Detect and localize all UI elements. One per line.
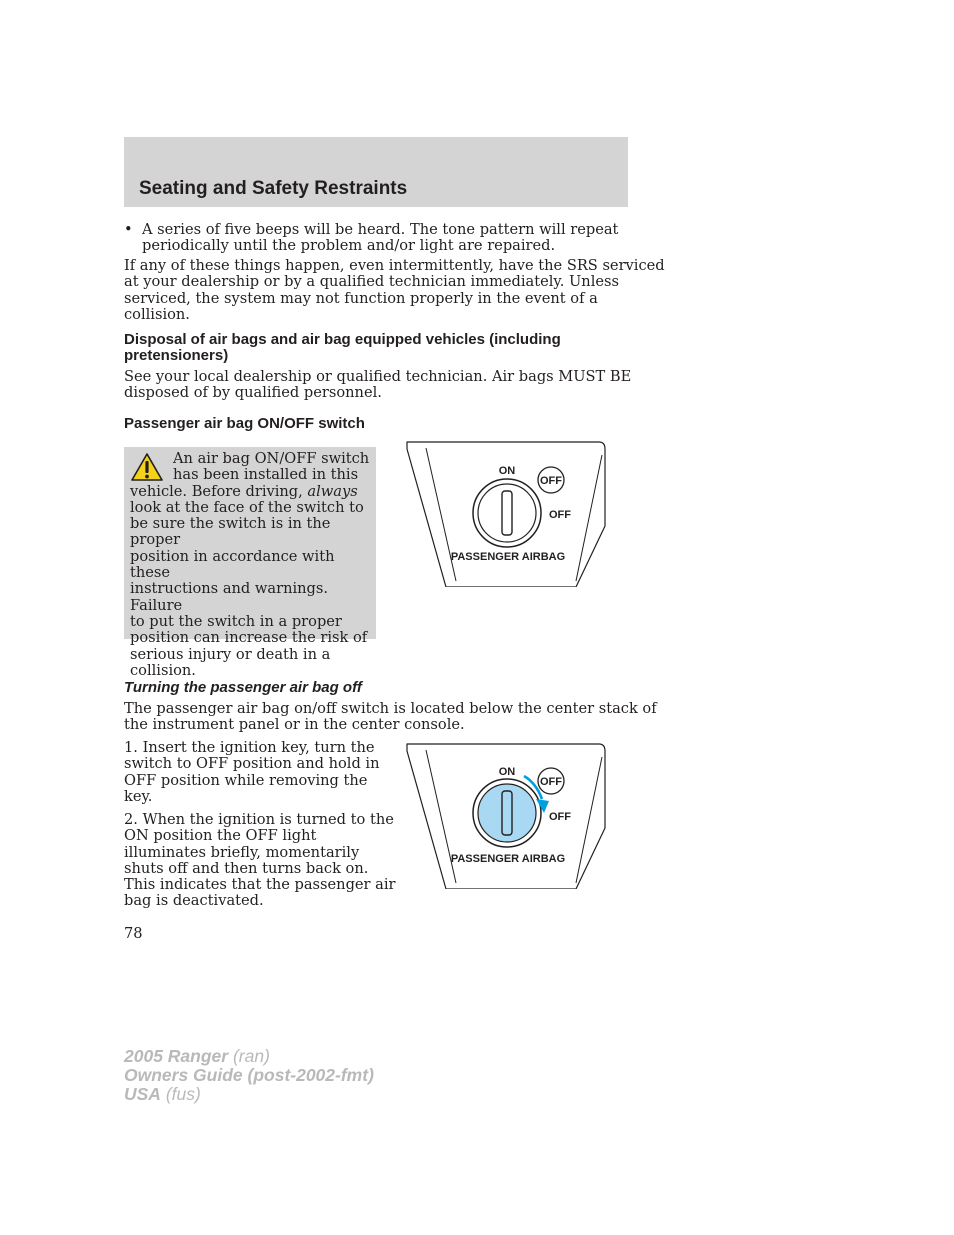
step-line: 1. Insert the ignition key, turn the xyxy=(124,739,375,756)
label-passenger-airbag: PASSENGER AIRBAG xyxy=(450,551,566,563)
footer-region-code: (fus) xyxy=(160,1084,201,1104)
step-line: switch to OFF position and hold in xyxy=(124,755,380,773)
paragraph-line: The passenger air bag on/off switch is located below the center stack of xyxy=(124,700,657,717)
bullet-line: periodically until the problem and/or light are repaired. xyxy=(142,237,556,255)
step-line: OFF position while removing the xyxy=(124,771,368,789)
turning-off-heading: Turning the passenger air bag off xyxy=(124,679,362,696)
bullet-text xyxy=(142,222,618,255)
label-off-lamp: OFF xyxy=(540,475,562,487)
paragraph-line: serviced, the system may not function properly in the event of a xyxy=(124,289,598,307)
footer-model: 2005 Ranger xyxy=(124,1046,229,1066)
paragraph-line: collision. xyxy=(124,305,190,323)
warning-line: has been installed in this xyxy=(173,466,359,484)
warning-emphasis: always xyxy=(307,482,358,500)
footer-model-code: (ran) xyxy=(228,1046,270,1066)
paragraph-line: See your local dealership or qualified technician. Air bags MUST BE xyxy=(124,368,632,385)
warning-line: collision. xyxy=(130,661,196,679)
label-off-lamp: OFF xyxy=(540,776,562,788)
footer-line-1 xyxy=(124,1047,374,1066)
warning-line: to put the switch in a proper xyxy=(130,612,342,630)
airbag-switch-figure-off xyxy=(406,743,606,889)
bullet-marker: • xyxy=(124,221,133,238)
page-number: 78 xyxy=(124,925,143,942)
paragraph-line: disposed of by qualified personnel. xyxy=(124,384,382,402)
step-line: ON position the OFF light xyxy=(124,827,317,845)
step-line: 2. When the ignition is turned to the xyxy=(124,811,394,828)
warning-line: serious injury or death in a xyxy=(130,645,331,663)
paragraph-line: the instrument panel or in the center console. xyxy=(124,716,465,734)
srs-service-paragraph xyxy=(124,258,665,323)
warning-line xyxy=(130,484,372,500)
disposal-text xyxy=(124,369,631,402)
airbag-switch-figure-on xyxy=(406,441,606,587)
paragraph-line: at your dealership or by a qualified technician immediately. Unless xyxy=(124,273,619,291)
warning-line: instructions and warnings. Failure xyxy=(130,580,328,614)
turning-off-text xyxy=(124,701,657,734)
bullet-line: A series of five beeps will be heard. The tone pattern will repeat xyxy=(142,221,619,238)
paragraph-line: If any of these things happen, even intermittently, have the SRS serviced xyxy=(124,257,665,274)
label-off: OFF xyxy=(549,811,571,823)
label-on: ON xyxy=(498,465,516,477)
label-on: ON xyxy=(498,766,516,778)
step-line: bag is deactivated. xyxy=(124,892,264,910)
footer-region: USA xyxy=(124,1084,161,1104)
section-title: Seating and Safety Restraints xyxy=(139,178,408,199)
warning-line-part: vehicle. Before driving, xyxy=(130,482,308,500)
label-passenger-airbag: PASSENGER AIRBAG xyxy=(450,853,566,865)
heading-line: pretensioners) xyxy=(124,346,229,364)
step-line: shuts off and then turns back on. xyxy=(124,859,369,877)
step-1 xyxy=(124,740,380,805)
footer-line-3 xyxy=(124,1085,374,1104)
heading-line: Disposal of air bags and air bag equipped vehicles (including xyxy=(124,331,561,348)
warning-line: An air bag ON/OFF switch xyxy=(173,450,370,467)
step-line: This indicates that the passenger air xyxy=(124,876,396,894)
label-off: OFF xyxy=(549,509,571,521)
step-line: key. xyxy=(124,787,153,805)
warning-text xyxy=(130,451,372,679)
footer-guide: Owners Guide (post-2002-fmt) xyxy=(124,1065,374,1085)
step-line: illuminates briefly, momentarily xyxy=(124,843,360,861)
disposal-heading xyxy=(124,332,561,363)
footer-line-2 xyxy=(124,1066,374,1085)
step-2 xyxy=(124,812,396,910)
warning-line: look at the face of the switch to xyxy=(130,498,364,516)
switch-heading: Passenger air bag ON/OFF switch xyxy=(124,415,365,432)
warning-line: be sure the switch is in the proper xyxy=(130,515,331,549)
document-footer xyxy=(124,1047,374,1104)
warning-line: position in accordance with these xyxy=(130,547,335,582)
warning-line: position can increase the risk of xyxy=(130,629,368,647)
